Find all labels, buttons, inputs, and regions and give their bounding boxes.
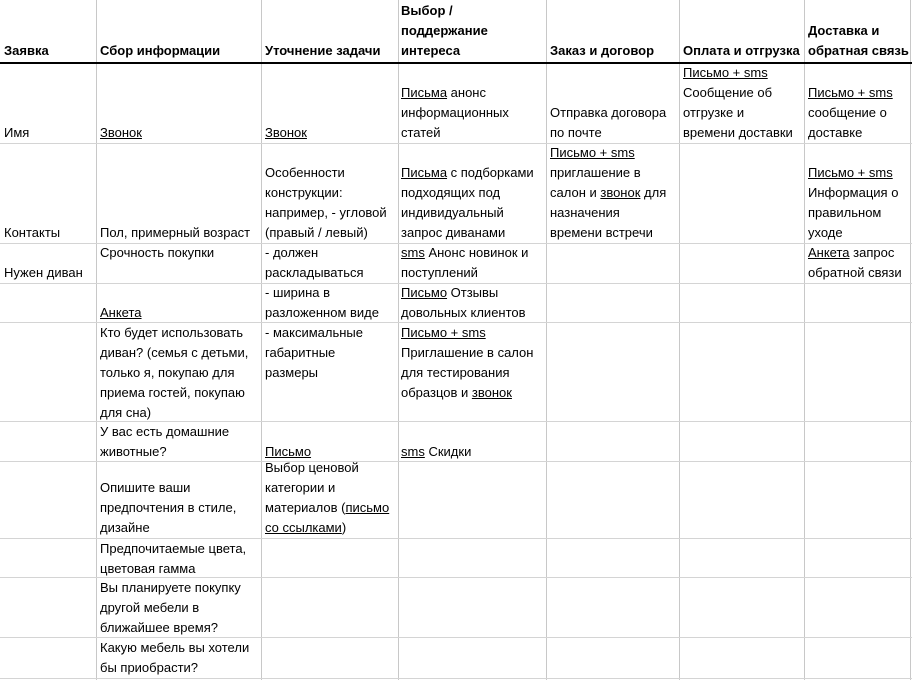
column-divider <box>398 0 399 680</box>
header-oplata[interactable]: Оплата и отгрузка <box>683 43 800 58</box>
text-line: У вас есть домашние <box>100 424 230 439</box>
text-line: назначения <box>550 205 620 220</box>
cell-skidki[interactable] <box>401 442 471 462</box>
cell-rasklad[interactable] <box>265 243 364 283</box>
text-line: например, - угловой <box>265 205 387 220</box>
text-line: времени доставки <box>683 125 793 140</box>
text-line: предпочтения в стиле, <box>100 500 237 515</box>
text-line: разложенном виде <box>265 305 379 320</box>
link-sms[interactable]: sms <box>401 245 425 260</box>
header-vybor-line: Выбор / <box>401 3 453 18</box>
header-dostavka-line: обратная связь <box>808 43 909 58</box>
text-fragment: салон и <box>550 185 601 200</box>
text-line: животные? <box>100 444 167 459</box>
text-fragment: запрос <box>849 245 895 260</box>
cell-otzyvy[interactable] <box>401 283 526 323</box>
cell-otgruzka[interactable] <box>683 63 793 143</box>
link-sms[interactable]: sms <box>401 444 425 459</box>
link-zvonok[interactable]: звонок <box>471 385 512 400</box>
cell-anketa-feedback[interactable] <box>808 243 902 283</box>
cell-osobennosti[interactable] <box>265 163 387 243</box>
cell-cena[interactable] <box>265 458 389 538</box>
text-line: статей <box>401 125 441 140</box>
text-line: цветовая гамма <box>100 561 196 576</box>
text-line: Вы планируете покупку <box>100 580 241 595</box>
text-line: довольных клиентов <box>401 305 526 320</box>
text-line: времени встречи <box>550 225 653 240</box>
text-line: раскладываться <box>265 265 364 280</box>
link-pismo-sms[interactable]: Письмо + sms <box>808 85 893 100</box>
column-divider <box>261 0 262 680</box>
text-line: Выбор ценовой <box>265 460 359 475</box>
text-fragment: Анонс новинок и <box>424 245 529 260</box>
column-divider <box>804 0 805 680</box>
link-pismo[interactable]: Письмо <box>265 444 312 459</box>
cell-dostavka[interactable] <box>808 83 893 143</box>
text-line: доставке <box>808 125 863 140</box>
text-line: Сообщение об <box>683 85 773 100</box>
cell-anons[interactable] <box>401 83 509 143</box>
text-line: (правый / левый) <box>265 225 368 240</box>
cell-imya[interactable]: Имя <box>4 125 30 140</box>
text-line: для тестирования <box>401 365 510 380</box>
text-line: Отправка договора <box>550 105 667 120</box>
text-line: отгрузке и <box>683 105 745 120</box>
text-line: подходящих под <box>401 185 501 200</box>
cell-novinki[interactable] <box>401 243 528 283</box>
text-fragment: Скидки <box>424 444 472 459</box>
header-dostavka[interactable] <box>808 21 909 61</box>
text-fragment: материалов ( <box>265 500 346 515</box>
text-line: сообщение о <box>808 105 887 120</box>
text-line: Предпочитаемые цвета, <box>100 541 247 556</box>
text-line: запрос диванами <box>401 225 506 240</box>
text-line <box>265 518 389 538</box>
cell-priglashenie[interactable] <box>401 323 533 403</box>
text-line: Какую мебель вы хотели <box>100 640 250 655</box>
text-line: Информация о <box>808 185 899 200</box>
column-divider <box>96 0 97 680</box>
header-dostavka-line: Доставка и <box>808 23 880 38</box>
text-line <box>550 183 666 203</box>
text-line: конструкции: <box>265 185 343 200</box>
cell-kto[interactable] <box>100 323 248 423</box>
text-line: Опишите ваши <box>100 480 191 495</box>
text-line: поступлений <box>401 265 478 280</box>
cell-srochnost[interactable]: Срочность покупки <box>100 245 215 260</box>
text-line: - должен <box>265 245 319 260</box>
text-line: правильном <box>808 205 882 220</box>
link-zvonok[interactable]: Звонок <box>100 125 142 140</box>
text-fragment: образцов и <box>401 385 472 400</box>
text-line: уходе <box>808 225 843 240</box>
header-utochnenie[interactable]: Уточнение задачи <box>265 43 381 58</box>
link-anketa[interactable]: Анкета <box>100 305 142 320</box>
header-zayavka[interactable]: Заявка <box>4 43 49 58</box>
text-line: диван? (семья с детьми, <box>100 345 249 360</box>
link-pismo-so-ssylkami[interactable]: письмо <box>345 500 390 515</box>
cell-uhod[interactable] <box>808 163 898 243</box>
text-line <box>401 283 526 303</box>
text-line <box>401 243 528 263</box>
link-zvonok[interactable]: звонок <box>600 185 641 200</box>
header-vybor-line: интереса <box>401 43 461 58</box>
text-line: по почте <box>550 125 602 140</box>
cell-dogovor[interactable] <box>550 103 666 143</box>
cell-kakuyu[interactable] <box>100 638 249 678</box>
text-line: категории и <box>265 480 336 495</box>
text-line: бы приобрасти? <box>100 660 199 675</box>
cell-vstrecha[interactable] <box>550 143 666 243</box>
text-line: приема гостей, покупаю <box>100 385 245 400</box>
text-line: дизайне <box>100 520 150 535</box>
cell-zhivotnye[interactable] <box>100 422 229 462</box>
text-fragment: Отзывы <box>447 285 499 300</box>
text-line: Особенности <box>265 165 345 180</box>
link-pismo[interactable]: Письмо <box>401 285 448 300</box>
text-line: - ширина в <box>265 285 331 300</box>
text-line: для сна) <box>100 405 152 420</box>
link-anketa[interactable]: Анкета <box>808 245 850 260</box>
cell-pol[interactable]: Пол, примерный возраст <box>100 225 251 240</box>
header-vybor-line: поддержание <box>401 23 488 38</box>
text-fragment: анонс <box>447 85 486 100</box>
text-line: Приглашение в салон <box>401 345 534 360</box>
text-line <box>401 83 509 103</box>
text-line: Кто будет использовать <box>100 325 243 340</box>
text-line <box>808 243 902 263</box>
cell-shirina[interactable] <box>265 283 379 323</box>
cell-nuzhen-divan[interactable]: Нужен диван <box>4 265 83 280</box>
text-line: другой мебели в <box>100 600 200 615</box>
link-pismo-sms[interactable]: Письмо + sms <box>550 145 635 160</box>
link-pismo-sms[interactable]: Письмо + sms <box>683 65 768 80</box>
link-pisma[interactable]: Письма <box>401 85 448 100</box>
text-fragment: для <box>640 185 667 200</box>
header-sbor[interactable]: Сбор информации <box>100 43 221 58</box>
text-line: только я, покупаю для <box>100 365 235 380</box>
text-line: обратной связи <box>808 265 902 280</box>
row-divider <box>0 143 912 144</box>
link-zvonok[interactable]: Звонок <box>265 125 307 140</box>
link-pisma[interactable]: Письма <box>401 165 448 180</box>
text-line: приглашение в <box>550 165 641 180</box>
header-zakaz[interactable]: Заказ и договор <box>550 43 655 58</box>
text-line: ближайшее время? <box>100 620 218 635</box>
text-line <box>265 498 389 518</box>
text-fragment: ) <box>341 520 347 535</box>
text-line: габаритные <box>265 345 336 360</box>
cell-podborki[interactable] <box>401 163 534 243</box>
cell-cveta[interactable] <box>100 539 246 579</box>
cell-kontakty[interactable]: Контакты <box>4 225 61 240</box>
link-pismo-so-ssylkami[interactable]: со ссылками <box>265 520 342 535</box>
text-line <box>401 163 534 183</box>
text-line <box>401 383 533 403</box>
column-divider <box>546 0 547 680</box>
cell-stil[interactable] <box>100 478 236 538</box>
text-line: информационных <box>401 105 509 120</box>
column-divider <box>910 0 911 680</box>
text-line: размеры <box>265 365 319 380</box>
row-divider <box>0 678 912 679</box>
header-vybor[interactable] <box>401 1 488 61</box>
cell-gabarit[interactable] <box>265 323 363 383</box>
link-pismo-sms[interactable]: Письмо + sms <box>401 325 486 340</box>
cell-mebel[interactable] <box>100 578 241 638</box>
link-pismo-sms[interactable]: Письмо + sms <box>808 165 893 180</box>
text-line: - максимальные <box>265 325 363 340</box>
text-fragment: с подборками <box>447 165 534 180</box>
text-line: индивидуальный <box>401 205 504 220</box>
column-divider <box>679 0 680 680</box>
